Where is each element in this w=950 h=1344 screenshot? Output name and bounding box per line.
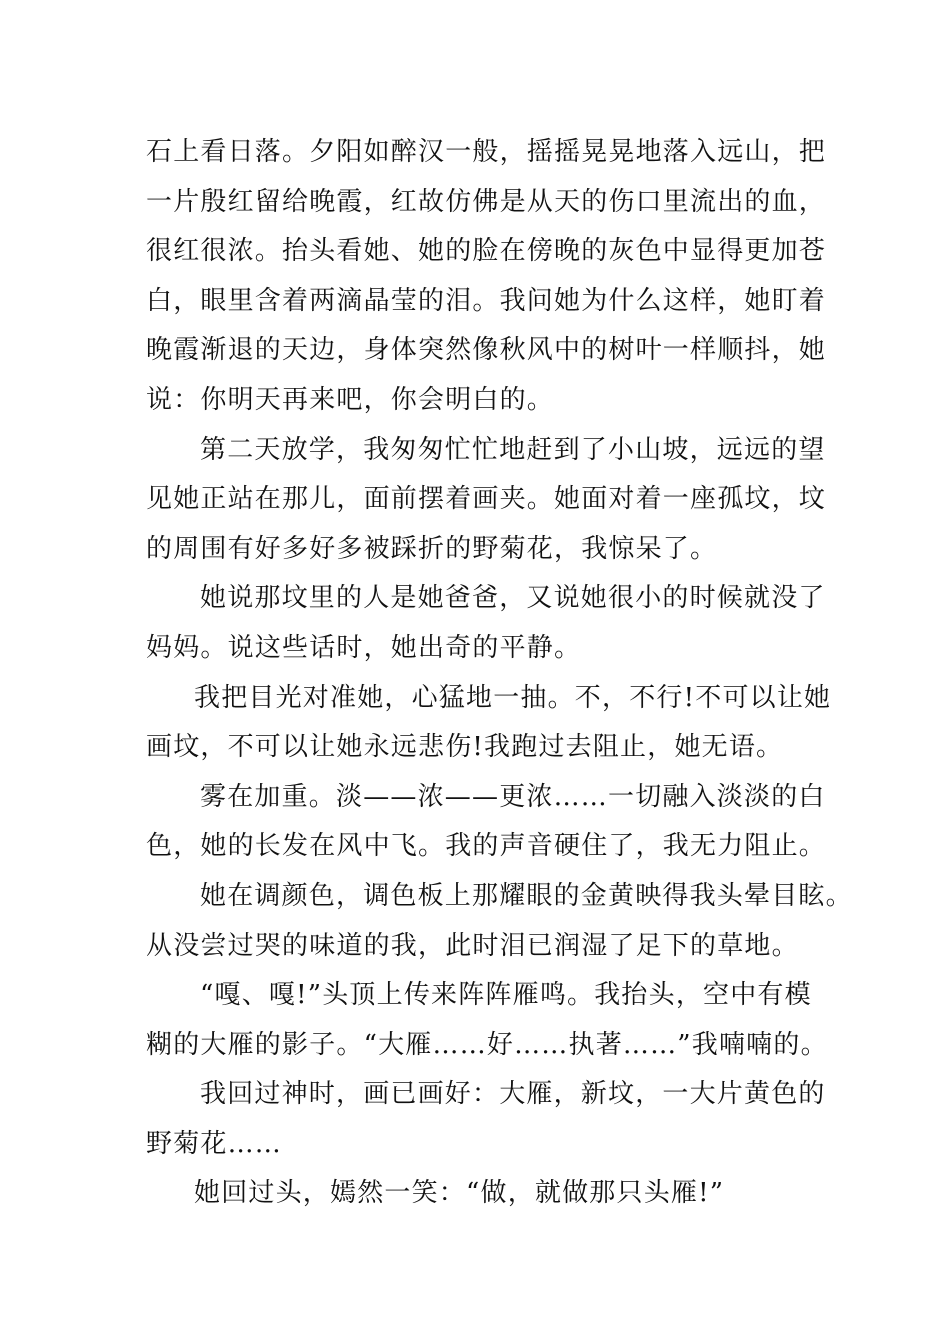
text-line: 我回过神时，画已画好：大雁，新坟，一大片黄色的	[200, 1079, 826, 1110]
text-line: 野菊花……	[146, 1128, 283, 1159]
text-line: 白，眼里含着两滴晶莹的泪。我问她为什么这样，她盯着	[146, 285, 827, 316]
text-line: 画坟，不可以让她永远悲伤!我跑过去阻止，她无语。	[146, 732, 784, 763]
text-line: 第二天放学，我匆匆忙忙地赶到了小山坡，远远的望	[200, 434, 826, 465]
text-line: 的周围有好多好多被踩折的野菊花，我惊呆了。	[146, 533, 718, 564]
text-line: 色，她的长发在风中飞。我的声音硬住了，我无力阻止。	[146, 831, 827, 862]
text-line: 一片殷红留给晚霞，红故仿佛是从天的伤口里流出的血，	[146, 186, 827, 217]
text-line: 她回过头，嫣然一笑：“做，就做那只头雁!”	[194, 1178, 725, 1209]
text-line: 糊的大雁的影子。“大雁……好……执著……”我喃喃的。	[146, 1029, 828, 1060]
text-line: “嘎、嘎!”头顶上传来阵阵雁鸣。我抬头，空中有模	[200, 980, 812, 1011]
text-line: 她说那坟里的人是她爸爸，又说她很小的时候就没了	[200, 583, 826, 614]
text-line: 雾在加重。淡——浓——更浓……一切融入淡淡的白	[200, 781, 826, 812]
text-line: 石上看日落。夕阳如醉汉一般，摇摇晃晃地落入远山，把	[146, 137, 827, 167]
text-line: 她在调颜色，调色板上那耀眼的金黄映得我头晕目眩。	[200, 880, 853, 911]
text-line: 妈妈。说这些话时，她出奇的平静。	[146, 632, 582, 663]
text-line: 说：你明天再来吧，你会明白的。	[146, 384, 555, 415]
text-line: 我把目光对准她，心猛地一抽。不，不行!不可以让她	[194, 682, 832, 713]
story-text	[146, 128, 853, 1219]
text-line: 从没尝过哭的味道的我，此时泪已润湿了足下的草地。	[146, 930, 799, 961]
text-line: 见她正站在那儿，面前摆着画夹。她面对着一座孤坟，坟	[146, 484, 827, 515]
text-line: 很红很浓。抬头看她、她的脸在傍晚的灰色中显得更加苍	[146, 236, 827, 267]
text-line: 晚霞渐退的天边，身体突然像秋风中的树叶一样顺抖，她	[146, 335, 827, 366]
